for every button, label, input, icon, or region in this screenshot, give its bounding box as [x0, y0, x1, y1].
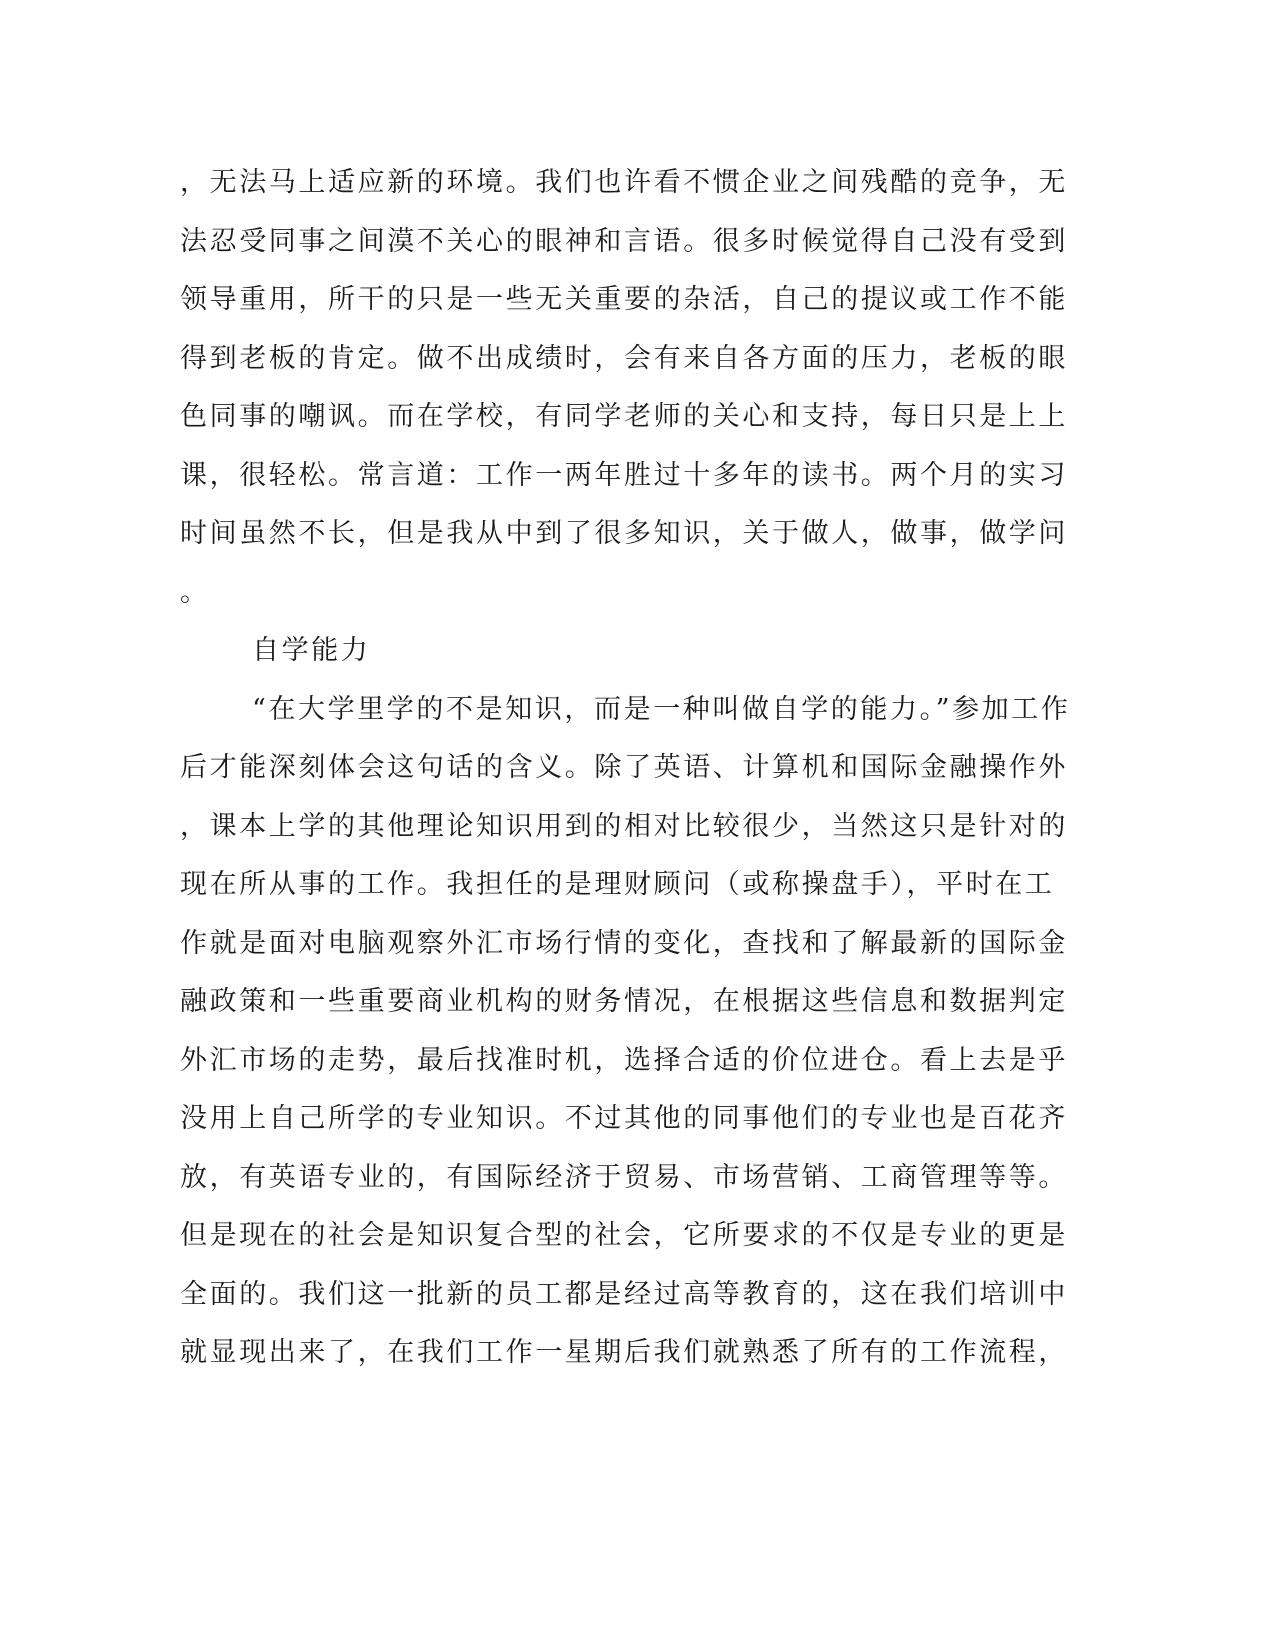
text-line: 放，有英语专业的，有国际经济于贸易、市场营销、工商管理等等。 — [180, 1161, 1068, 1193]
text-line: 现在所从事的工作。我担任的是理财顾问（或称操盘手），平时在工 — [180, 869, 1055, 900]
text-line: 融政策和一些重要商业机构的财务情况，在根据这些信息和数据判定 — [180, 986, 1068, 1017]
text-line: 时间虽然不长，但是我从中到了很多知识，关于做人，做事，做学问 — [180, 518, 1068, 549]
text-line: 法忍受同事之间漠不关心的眼神和言语。很多时候觉得自己没有受到 — [180, 225, 1068, 257]
text-line: 课，很轻松。常言道：工作一两年胜过十多年的读书。两个月的实习 — [180, 459, 1068, 491]
text-line: 领导重用，所干的只是一些无关重要的杂活，自己的提议或工作不能 — [180, 284, 1068, 315]
text-line: 但是现在的社会是知识复合型的社会，它所要求的不仅是专业的更是 — [180, 1220, 1068, 1251]
paragraph-first-line: “在大学里学的不是知识，而是一种叫做自学的能力。”参加工作 — [252, 693, 1071, 725]
text-line: 作就是面对电脑观察外汇市场行情的变化，查找和了解最新的国际金 — [180, 927, 1068, 959]
text-line: 后才能深刻体会这句话的含义。除了英语、计算机和国际金融操作外 — [180, 752, 1068, 783]
text-line: 外汇市场的走势，最后找准时机，选择合适的价位进仓。看上去是乎 — [180, 1044, 1068, 1076]
text-line: 全面的。我们这一批新的员工都是经过高等教育的，这在我们培训中 — [180, 1278, 1068, 1310]
text-line: ，无法马上适应新的环境。我们也许看不惯企业之间残酷的竞争，无 — [180, 167, 1068, 198]
body-text — [180, 154, 1071, 1383]
text-line: 没用上自己所学的专业知识。不过其他的同事他们的专业也是百花齐 — [180, 1103, 1068, 1134]
text-line: 。 — [180, 576, 210, 608]
text-line: 就显现出来了，在我们工作一星期后我们就熟悉了所有的工作流程， — [180, 1337, 1068, 1368]
text-line: 得到老板的肯定。做不出成绩时，会有来自各方面的压力，老板的眼 — [180, 342, 1068, 374]
section-heading: 自学能力 — [252, 635, 371, 666]
text-line: ，课本上学的其他理论知识用到的相对比较很少，当然这只是针对的 — [180, 810, 1068, 842]
text-line: 色同事的嘲讽。而在学校，有同学老师的关心和支持，每日只是上上 — [180, 401, 1068, 432]
